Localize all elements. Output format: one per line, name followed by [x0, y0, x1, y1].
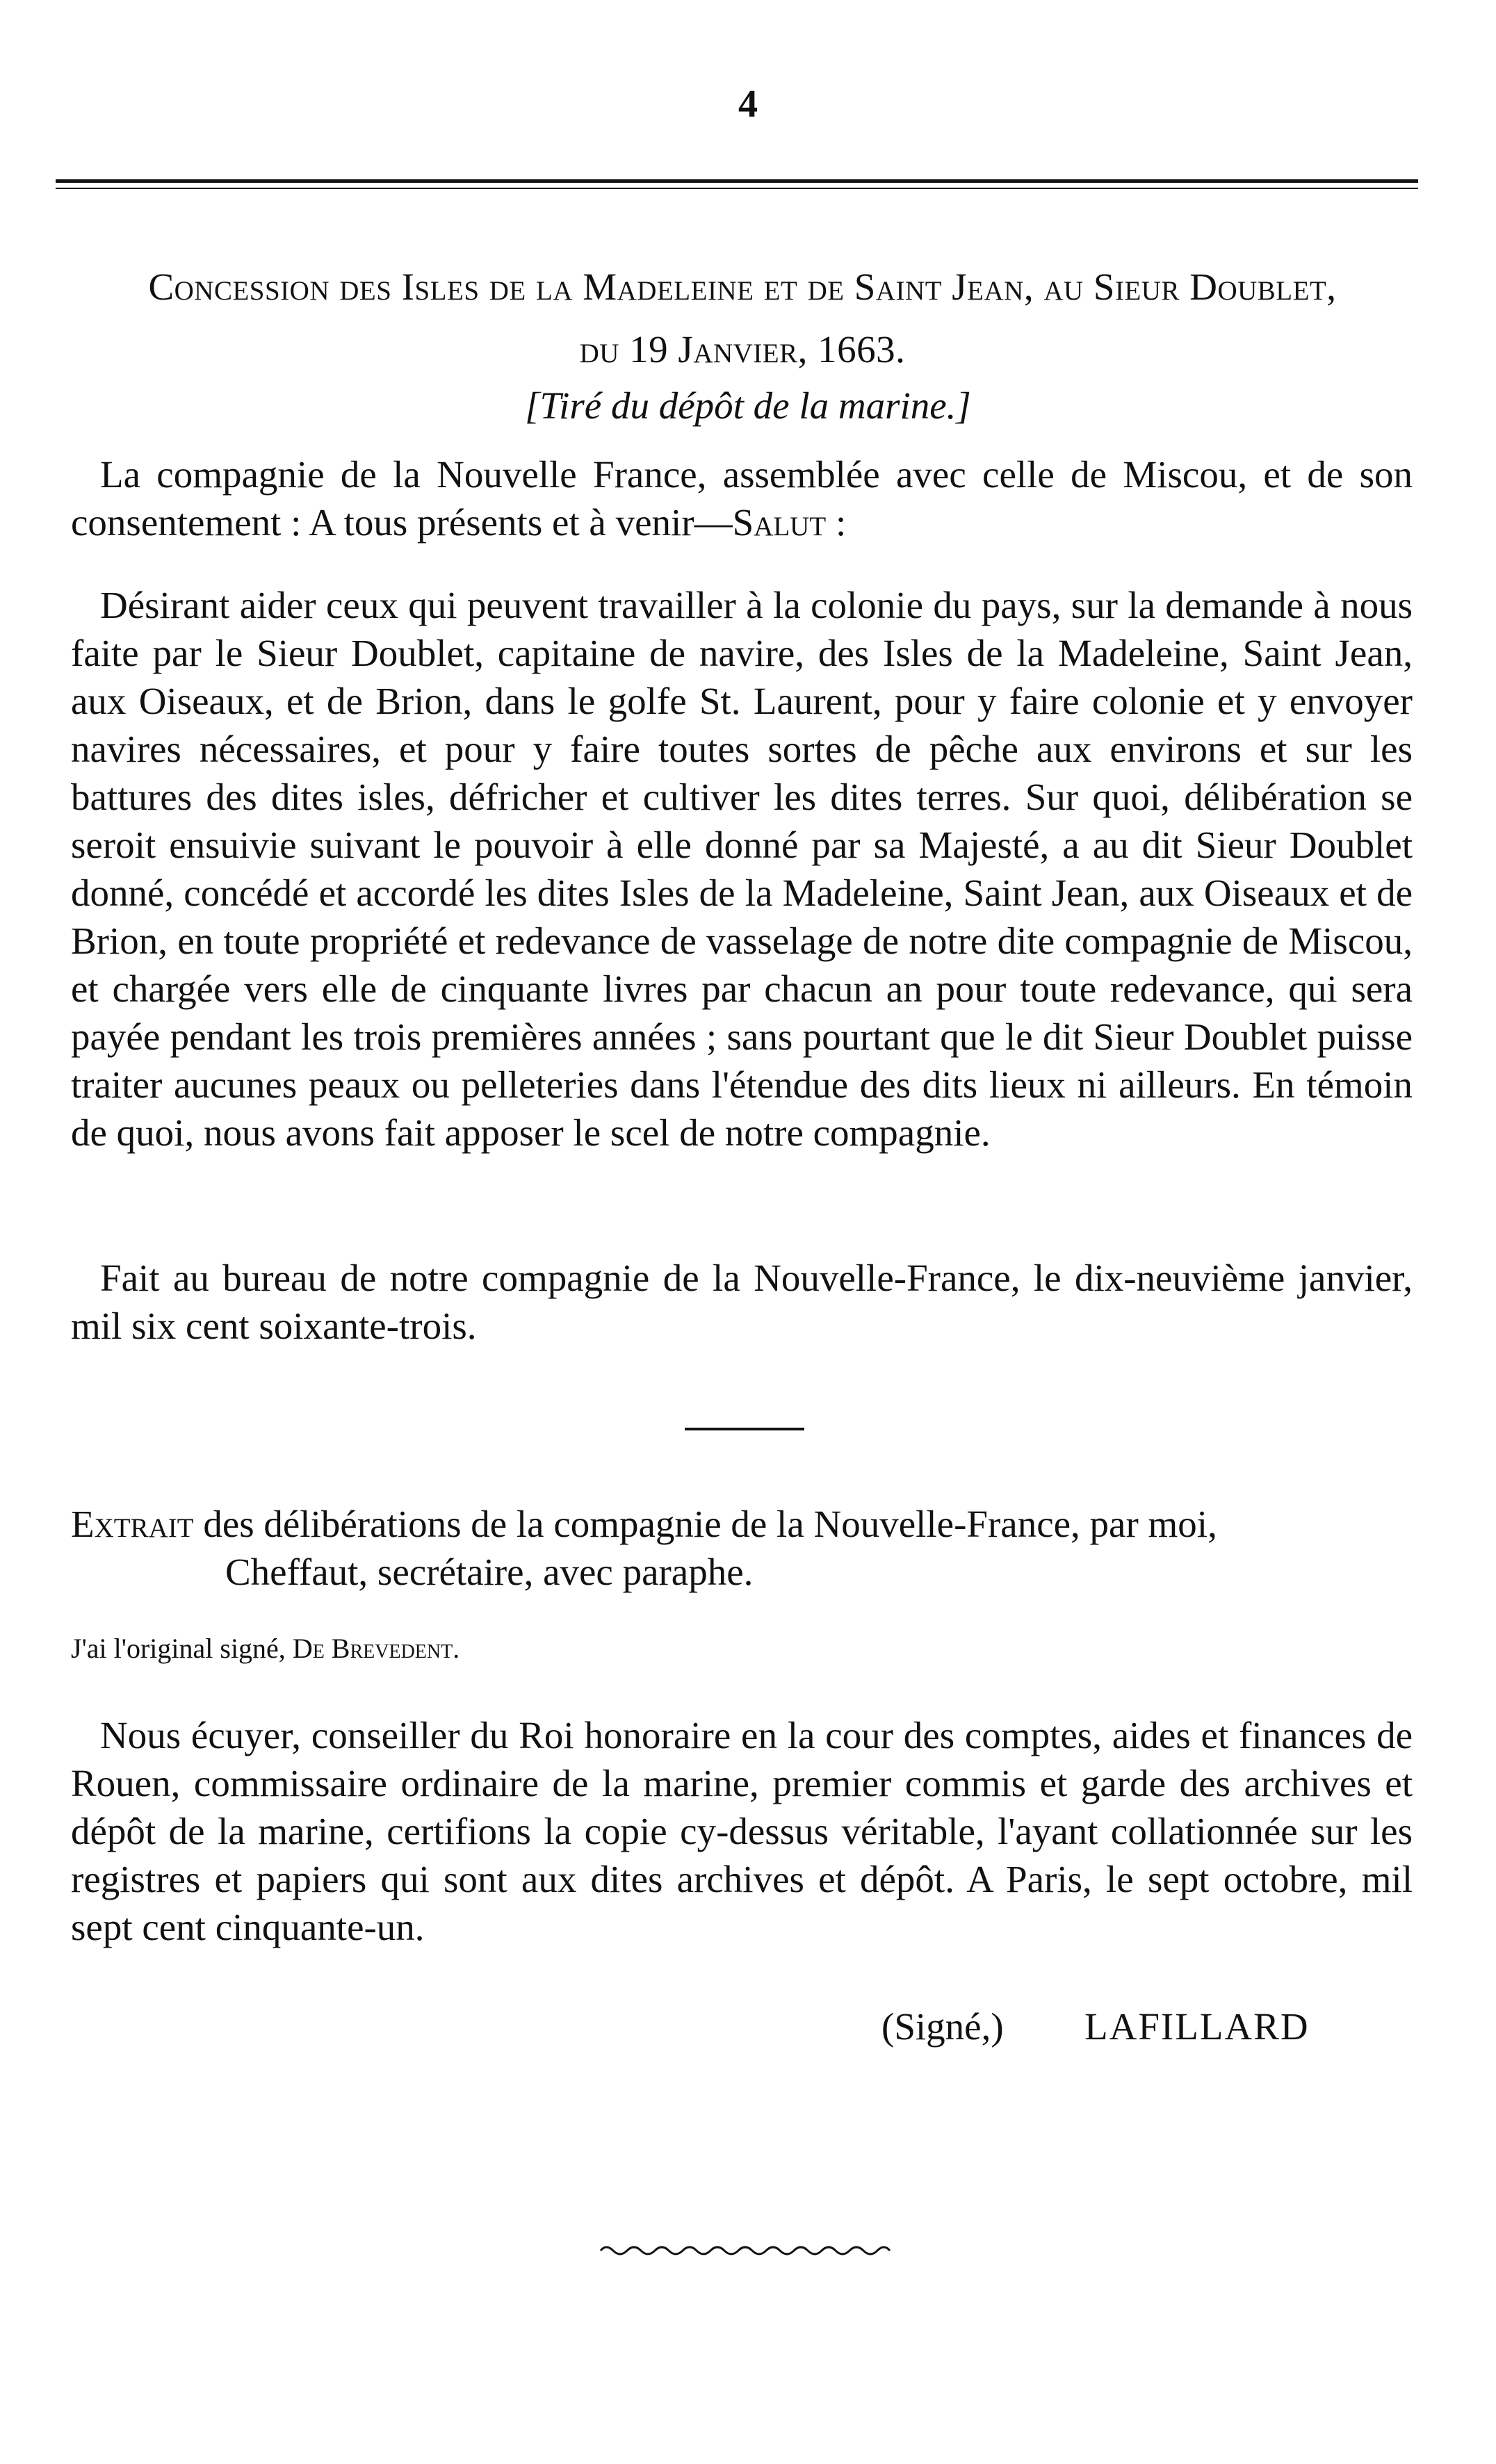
extrait-block	[71, 1500, 1413, 1596]
paragraph-concession: Désirant aider ceux qui peuvent travailler à la colonie du pays, sur la demande à nous faite par le Sieur Doublet, capitaine de navire, des Isles de la Madeleine, Saint Jean, aux Oiseaux, et de Brion, dans le golfe St. Laurent, pour y faire colonie et y envoyer navires nécessaires, et pour y faire toutes sortes de pêche aux environs et sur les battures des dites isles, défricher et cultiver les dites terres. Sur quoi, délibération se seroit ensuivie suivant le pouvoir à elle donné par sa Majesté, a au dit Sieur Doublet donné, concédé et accordé les dites Isles de la Madeleine, Saint Jean, aux Oiseaux et de Brion, en toute propriété et redevance de vasselage de notre dite compagnie de Miscou, et chargée vers elle de cinquante livres par chacun an pour toute redevance, qui sera payée pendant les trois premières années ; sans pourtant que le dit Sieur Doublet puisse traiter aucunes peaux ou pelleteries dans l'étendue des dits lieux ni ailleurs. En témoin de quoi, nous avons fait apposer le scel de notre compagnie.	[71, 584, 1413, 1154]
page-number: 4	[738, 83, 758, 126]
extrait-line-2: Cheffaut, secrétaire, avec paraphe.	[225, 1551, 754, 1593]
paragraph-dated: Fait au bureau de notre compagnie de la Nouvelle-France, le dix-neuvième janvier, mil six cent soixante-trois.	[71, 1257, 1413, 1347]
signature-label: (Signé,)	[881, 2005, 1004, 2048]
original-signatory: De Brevedent.	[292, 1633, 460, 1664]
original-signed-note	[71, 1632, 460, 1665]
document-title	[61, 256, 1424, 381]
source-note: [Tiré du dépôt de la marine.]	[525, 384, 971, 427]
preamble-text: La compagnie de la Nouvelle France, assemblée avec celle de Miscou, et de son consentement : A tous présents et à venir—	[71, 453, 1413, 544]
header-rule	[56, 179, 1418, 189]
preamble-end: :	[826, 501, 847, 544]
extrait-line-1: des délibérations de la compagnie de la Nouvelle-France, par moi,	[193, 1503, 1217, 1545]
section-divider	[685, 1428, 804, 1430]
closing-flourish	[599, 2237, 891, 2265]
paragraph-certification: Nous écuyer, conseiller du Roi honoraire en la cour des comptes, aides et finances de Rouen, commissaire ordinaire de la marine, premier commis et garde des archives et dépôt de la marine, certifions la copie cy-dessus véritable, l'ayant collationnée sur les registres et papiers qui sont aux dites archives et dépôt. A Paris, le sept octobre, mil sept cent cinquante-un.	[71, 1714, 1413, 1948]
salut-word: Salut	[732, 501, 827, 544]
signature-name: LAFILLARD	[1084, 2005, 1310, 2048]
paragraph-preamble	[71, 450, 1413, 546]
extrait-label: Extrait	[71, 1503, 194, 1545]
original-text: J'ai l'original signé,	[71, 1633, 293, 1664]
title-line-2: du 19 Janvier, 1663.	[579, 328, 906, 370]
title-line-1: Concession des Isles de la Madeleine et de Saint Jean, au Sieur Doublet,	[148, 266, 1337, 308]
